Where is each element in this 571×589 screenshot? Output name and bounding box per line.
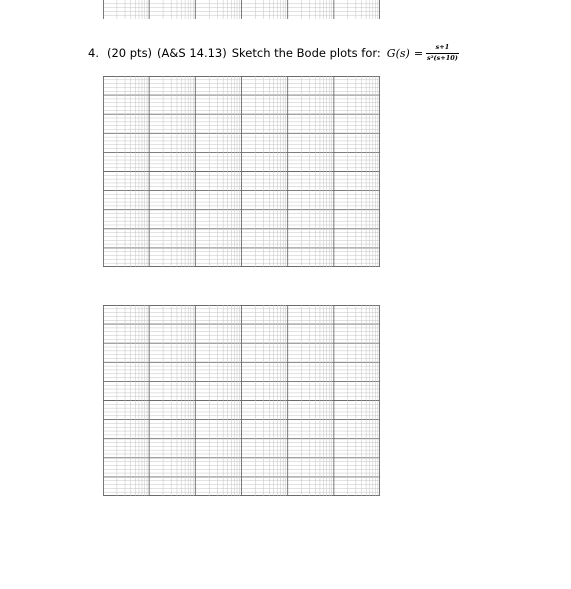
problem-number: 4.	[88, 46, 99, 60]
problem-reference: (A&S 14.13)	[157, 46, 227, 60]
transfer-function-lhs: G(s)	[386, 46, 410, 60]
transfer-function-fraction	[426, 44, 459, 61]
problem-4	[88, 43, 459, 63]
problem-prompt: Sketch the Bode plots for:	[231, 46, 381, 60]
fraction-denominator: s²(s+10)	[427, 53, 458, 62]
transfer-function-equation	[387, 44, 459, 61]
problem-points: (20 pts)	[106, 46, 153, 60]
equals-sign: =	[413, 46, 424, 60]
fraction-numerator: s+1	[435, 43, 450, 52]
magnitude-plot-graph-paper	[103, 76, 380, 267]
previous-problem-graph-paper	[103, 0, 380, 19]
phase-plot-graph-paper	[103, 305, 380, 496]
